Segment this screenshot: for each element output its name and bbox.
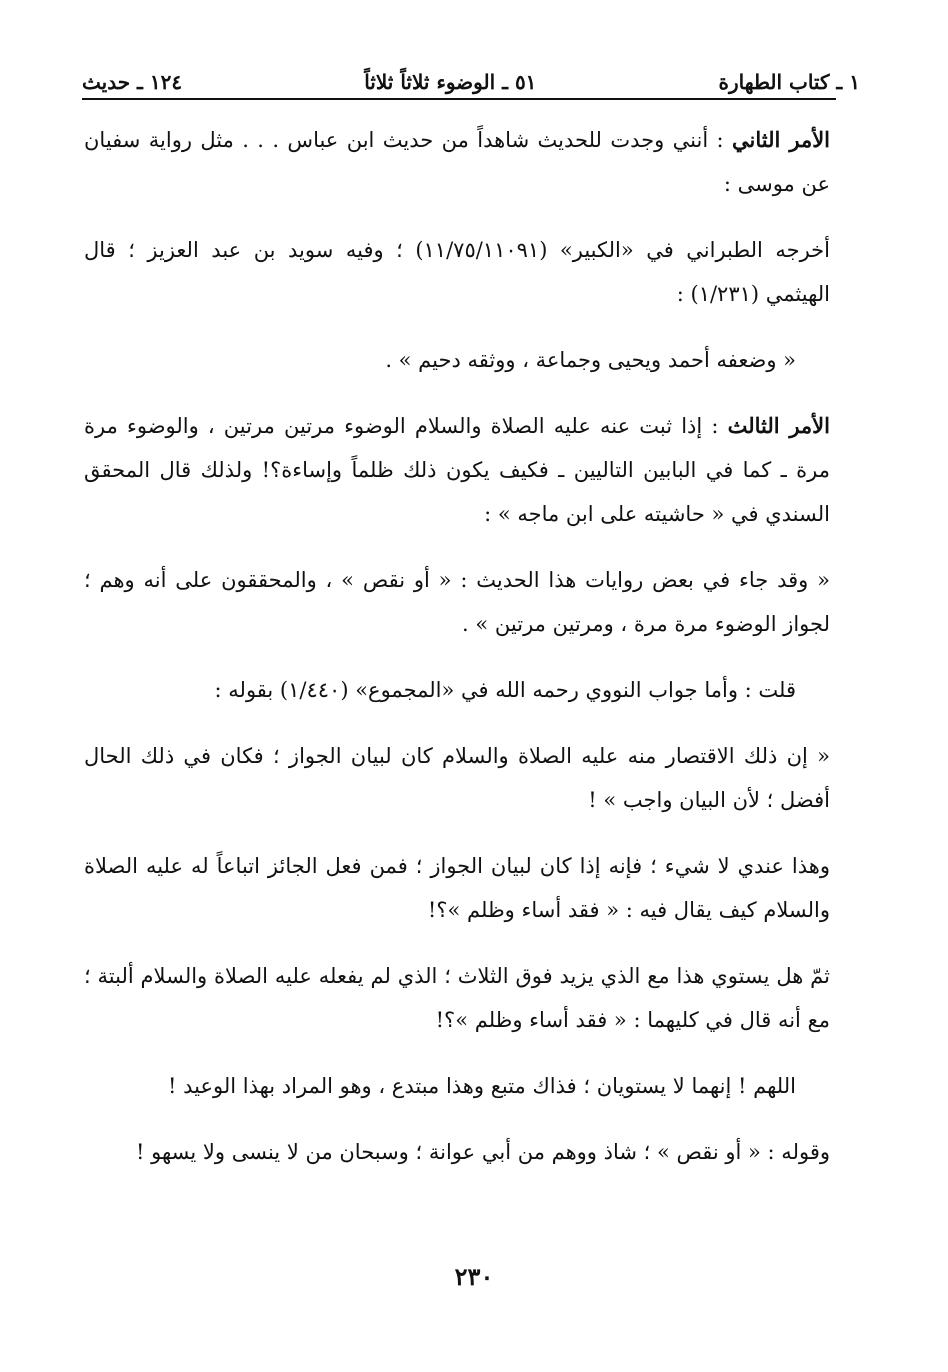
paragraph-nawawi-intro <box>84 668 830 712</box>
paragraph-text: وقوله : « أو نقص » ؛ شاذ ووهم من أبي عوانة ؛ وسبحان من لا ينسى ولا يسهو ! <box>136 1140 830 1164</box>
paragraph-sindi-quote <box>84 558 830 646</box>
paragraph-nawawi-quote <box>84 734 830 822</box>
paragraph-tabarani-source <box>84 228 830 316</box>
header-chapter-title: ٥١ ـ الوضوء ثلاثاً ثلاثاً <box>364 70 537 94</box>
header-divider <box>82 98 836 100</box>
paragraph-text: : أنني وجدت للحديث شاهداً من حديث ابن عباس . . . مثل رواية سفيان عن موسى : <box>84 128 830 196</box>
page-number: ٢٣٠ <box>454 1262 494 1291</box>
paragraph-text: « وضعفه أحمد ويحيى وجماعة ، ووثقه دحيم » . <box>385 348 796 372</box>
paragraph-second-point <box>84 118 830 206</box>
paragraph-text: ثمّ هل يستوي هذا مع الذي يزيد فوق الثلاث ؛ الذي لم يفعله عليه الصلاة والسلام ألبتة ؛ مع أنه قال في كليهما : « فقد أساء وظلم »؟! <box>84 964 830 1032</box>
paragraph-third-point <box>84 404 830 536</box>
page-body <box>84 118 830 1196</box>
paragraph-comparison <box>84 954 830 1042</box>
paragraph-conclusion <box>84 1064 830 1108</box>
paragraph-haythami-quote <box>84 338 830 382</box>
header-book-title: ١ ـ كتاب الطهارة <box>718 70 860 94</box>
paragraph-text: اللهم ! إنهما لا يستويان ؛ فذاك متبع وهذا مبتدع ، وهو المراد بهذا الوعيد ! <box>167 1074 796 1098</box>
paragraph-text: « وقد جاء في بعض روايات هذا الحديث : « أو نقص » ، والمحققون على أنه وهم ؛ لجواز الوضوء مرة مرة ، ومرتين مرتين » . <box>84 568 830 636</box>
paragraph-text: قلت : وأما جواب النووي رحمه الله في «المجموع» (١/٤٤٠) بقوله : <box>214 678 796 702</box>
paragraph-lead: الأمر الثاني <box>732 127 831 152</box>
paragraph-lead: الأمر الثالث <box>727 413 830 438</box>
paragraph-text: : إذا ثبت عنه عليه الصلاة والسلام الوضوء مرتين مرتين ، والوضوء مرة مرة ـ كما في البابين التاليين ـ فكيف يكون ذلك ظلماً وإساءة؟! ولذلك قال المحقق السندي في « حاشيته على ابن ماجه » : <box>84 414 830 526</box>
paragraph-rebuttal <box>84 844 830 932</box>
header-hadith-number: ١٢٤ ـ حديث <box>82 70 183 94</box>
paragraph-text: أخرجه الطبراني في «الكبير» (١١/٧٥/١١٠٩١) ؛ وفيه سويد بن عبد العزيز ؛ قال الهيثمي (١/٢٣١) : <box>84 238 830 306</box>
paragraph-text: « إن ذلك الاقتصار منه عليه الصلاة والسلام كان لبيان الجواز ؛ فكان في ذلك الحال أفضل ؛ لأن البيان واجب » ! <box>84 744 830 812</box>
paragraph-text: وهذا عندي لا شيء ؛ فإنه إذا كان لبيان الجواز ؛ فمن فعل الجائز اتباعاً له عليه الصلاة والسلام كيف يقال فيه : « فقد أساء وظلم »؟! <box>84 854 830 922</box>
paragraph-final-note <box>84 1130 830 1174</box>
running-header <box>82 58 860 94</box>
